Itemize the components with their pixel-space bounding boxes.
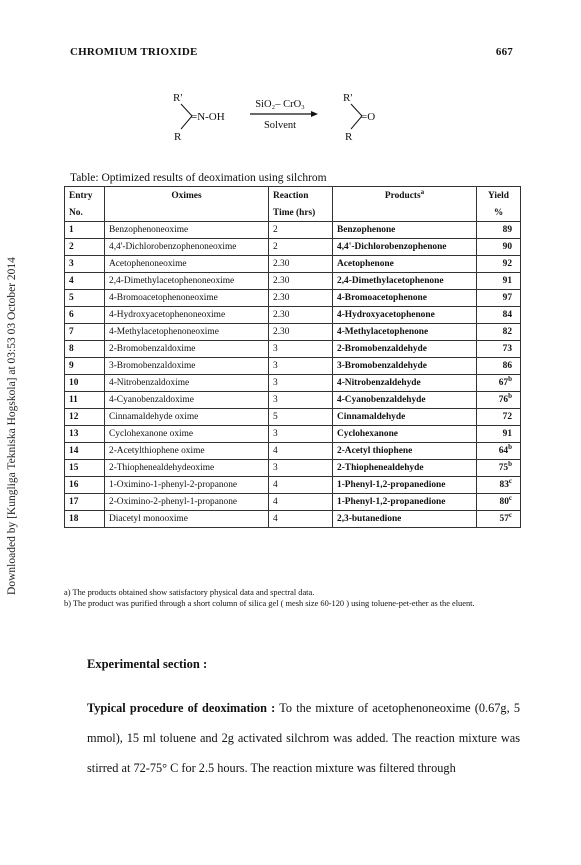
footnote-b: b) The product was purified through a short column of silica gel ( mesh size 60-120 ) using toluene-pet-ether as the eluent.: [64, 599, 475, 608]
oxime-cell: 4-Bromoacetophenoneoxime: [105, 290, 269, 307]
table-row: [65, 426, 521, 443]
product-cell: 1-Phenyl-1,2-propanedione: [333, 477, 477, 494]
entry-cell: 6: [65, 307, 105, 324]
product-cell: Acetophenone: [333, 256, 477, 273]
oxime-cell: Cyclohexanone oxime: [105, 426, 269, 443]
footnote-a: a) The products obtained show satisfactory physical data and spectral data.: [64, 588, 315, 597]
oxime-cell: 4,4'-Dichlorobenzophenoneoxime: [105, 239, 269, 256]
table-row: [65, 324, 521, 341]
time-cell: 3: [269, 375, 333, 392]
entry-cell: 8: [65, 341, 105, 358]
yield-cell: [477, 358, 521, 375]
header-oximes-blank: [105, 204, 269, 222]
reactant-group-label: =N-OH: [191, 111, 225, 123]
oxime-cell: 4-Hydroxyacetophenoneoxime: [105, 307, 269, 324]
oxime-cell: 2-Thiophenealdehydeoxime: [105, 460, 269, 477]
yield-cell: [477, 409, 521, 426]
entry-cell: 14: [65, 443, 105, 460]
table-header-row-2: [65, 204, 521, 222]
header-products-blank: [333, 204, 477, 222]
deoximation-table: [64, 186, 521, 528]
time-cell: 2.30: [269, 324, 333, 341]
yield-value: 84: [502, 310, 512, 320]
product-cell: Cyclohexanone: [333, 426, 477, 443]
yield-cell: [477, 494, 521, 511]
table-row: [65, 307, 521, 324]
time-cell: 2.30: [269, 273, 333, 290]
time-cell: 2.30: [269, 256, 333, 273]
time-cell: 4: [269, 477, 333, 494]
table-row: [65, 273, 521, 290]
product-cell: 2-Bromobenzaldehyde: [333, 341, 477, 358]
table-row: [65, 239, 521, 256]
entry-cell: 9: [65, 358, 105, 375]
oxime-cell: Benzophenoneoxime: [105, 222, 269, 239]
yield-value: 92: [502, 259, 512, 269]
product-cell: Cinnamaldehyde: [333, 409, 477, 426]
time-cell: 3: [269, 341, 333, 358]
reactant-r-label: R: [174, 131, 182, 143]
yield-cell: [477, 256, 521, 273]
table-header-row-1: [65, 187, 521, 205]
oxime-cell: 2,4-Dimethylacetophenoneoxime: [105, 273, 269, 290]
product-cell: 2,4-Dimethylacetophenone: [333, 273, 477, 290]
table-row: [65, 494, 521, 511]
yield-value: 97: [502, 293, 512, 303]
header-time: Time (hrs): [269, 204, 333, 222]
entry-cell: 11: [65, 392, 105, 409]
oxime-cell: 1-Oximino-1-phenyl-2-propanone: [105, 477, 269, 494]
entry-cell: 17: [65, 494, 105, 511]
yield-cell: [477, 375, 521, 392]
entry-cell: 16: [65, 477, 105, 494]
oxime-cell: 3-Bromobenzaldoxime: [105, 358, 269, 375]
product-cell: 2-Acetyl thiophene: [333, 443, 477, 460]
yield-cell: [477, 443, 521, 460]
yield-value: 72: [502, 412, 512, 422]
product-cell: 4-Cyanobenzaldehyde: [333, 392, 477, 409]
reaction-scheme: [165, 88, 425, 158]
header-oximes: Oximes: [105, 187, 269, 205]
oxime-cell: Diacetyl monooxime: [105, 511, 269, 528]
yield-cell: [477, 324, 521, 341]
table-row: [65, 256, 521, 273]
header-no: No.: [65, 204, 105, 222]
table-row: [65, 290, 521, 307]
reagent-label: SiO₂– CrO₃: [255, 99, 305, 110]
header-products-text: Products: [384, 190, 421, 201]
entry-cell: 1: [65, 222, 105, 239]
download-watermark: Downloaded by [Kungliga Tekniska Hogskola] at 03:53 03 October 2014: [6, 257, 18, 595]
yield-footnote-mark: b: [508, 391, 512, 400]
oxime-cell: 2-Acetylthiophene oxime: [105, 443, 269, 460]
table-footnotes: [64, 587, 524, 609]
table-row: [65, 409, 521, 426]
yield-cell: [477, 273, 521, 290]
oxime-cell: 2-Bromobenzaldoxime: [105, 341, 269, 358]
yield-value: 80: [499, 497, 509, 507]
yield-footnote-mark: c: [508, 476, 512, 485]
yield-value: 90: [502, 242, 512, 252]
entry-cell: 13: [65, 426, 105, 443]
header-percent: %: [477, 204, 521, 222]
running-title: CHROMIUM TRIOXIDE: [70, 46, 198, 58]
time-cell: 2.30: [269, 307, 333, 324]
entry-cell: 12: [65, 409, 105, 426]
table-row: [65, 222, 521, 239]
product-r-label: R: [345, 131, 353, 143]
table-row: [65, 358, 521, 375]
entry-cell: 18: [65, 511, 105, 528]
yield-cell: [477, 341, 521, 358]
header-entry: Entry: [65, 187, 105, 205]
entry-cell: 7: [65, 324, 105, 341]
yield-value: 57: [499, 514, 509, 524]
entry-cell: 4: [65, 273, 105, 290]
product-cell: 1-Phenyl-1,2-propanedione: [333, 494, 477, 511]
oxime-cell: 4-Methylacetophenoneoxime: [105, 324, 269, 341]
time-cell: 3: [269, 426, 333, 443]
time-cell: 3: [269, 460, 333, 477]
table-row: [65, 460, 521, 477]
time-cell: 4: [269, 511, 333, 528]
entry-cell: 5: [65, 290, 105, 307]
yield-footnote-mark: b: [508, 374, 512, 383]
yield-footnote-mark: c: [508, 493, 512, 502]
yield-value: 64: [498, 446, 509, 456]
table-row: [65, 443, 521, 460]
table-row: [65, 341, 521, 358]
yield-cell: [477, 426, 521, 443]
product-cell: 4-Nitrobenzaldehyde: [333, 375, 477, 392]
yield-value: 76: [498, 395, 509, 405]
solvent-label: Solvent: [263, 120, 297, 131]
product-r1-label: R': [343, 92, 353, 104]
time-cell: 4: [269, 443, 333, 460]
yield-value: 67: [498, 378, 509, 388]
page-number: 667: [495, 46, 513, 58]
yield-cell: [477, 222, 521, 239]
yield-footnote-mark: b: [508, 459, 512, 468]
yield-value: 91: [502, 276, 512, 286]
yield-value: 73: [502, 344, 512, 354]
product-cell: 2-Thiophenealdehyde: [333, 460, 477, 477]
page-header: [70, 46, 513, 58]
table-row: [65, 511, 521, 528]
header-reaction: Reaction: [269, 187, 333, 205]
yield-cell: [477, 307, 521, 324]
yield-value: 89: [502, 225, 512, 235]
time-cell: 3: [269, 358, 333, 375]
procedure-text: To the mixture of acetophenoneoxime (0.67g, 5 mmol), 15 ml toluene and 2g activated silchrom was added. The reaction mixture was stirred at 72-75° C for 2.5 hours. The reaction mixture was filtered through: [87, 701, 520, 775]
procedure-paragraph: [87, 693, 520, 783]
yield-value: 82: [502, 327, 512, 337]
entry-cell: 3: [65, 256, 105, 273]
product-cell: 2,3-butanedione: [333, 511, 477, 528]
reactant-r1-label: R': [173, 92, 183, 104]
header-products-sup: a: [420, 187, 425, 196]
table-row: [65, 477, 521, 494]
yield-cell: [477, 511, 521, 528]
time-cell: 2: [269, 239, 333, 256]
yield-value: 86: [502, 361, 512, 371]
time-cell: 4: [269, 494, 333, 511]
table-caption: Table: Optimized results of deoximation using silchrom: [70, 172, 327, 184]
oxime-cell: 4-Cyanobenzaldoxime: [105, 392, 269, 409]
oxime-cell: Acetophenoneoxime: [105, 256, 269, 273]
yield-footnote-mark: c: [508, 510, 512, 519]
entry-cell: 2: [65, 239, 105, 256]
product-cell: 3-Bromobenzaldehyde: [333, 358, 477, 375]
time-cell: 2: [269, 222, 333, 239]
oxime-cell: 4-Nitrobenzaldoxime: [105, 375, 269, 392]
reaction-arrowhead: [311, 111, 318, 117]
product-cell: 4,4'-Dichlorobenzophenone: [333, 239, 477, 256]
product-cell: Benzophenone: [333, 222, 477, 239]
product-cell: 4-Bromoacetophenone: [333, 290, 477, 307]
time-cell: 3: [269, 392, 333, 409]
entry-cell: 10: [65, 375, 105, 392]
time-cell: 2.30: [269, 290, 333, 307]
yield-value: 91: [502, 429, 512, 439]
table-body: [65, 222, 521, 528]
table-row: [65, 392, 521, 409]
deoximation-table-wrap: [64, 186, 520, 528]
table-row: [65, 375, 521, 392]
time-cell: 5: [269, 409, 333, 426]
yield-value: 75: [498, 463, 509, 473]
yield-footnote-mark: b: [508, 442, 512, 451]
product-cell: 4-Methylacetophenone: [333, 324, 477, 341]
header-yield: Yield: [477, 187, 521, 205]
yield-cell: [477, 477, 521, 494]
yield-value: 83: [499, 480, 509, 490]
procedure-lead: Typical procedure of deoximation :: [87, 701, 276, 715]
product-group-label: =O: [361, 111, 376, 123]
yield-cell: [477, 460, 521, 477]
entry-cell: 15: [65, 460, 105, 477]
yield-cell: [477, 239, 521, 256]
section-title: Experimental section :: [87, 657, 208, 671]
yield-cell: [477, 290, 521, 307]
yield-cell: [477, 392, 521, 409]
header-products: [333, 187, 477, 205]
oxime-cell: 2-Oximino-2-phenyl-1-propanone: [105, 494, 269, 511]
oxime-cell: Cinnamaldehyde oxime: [105, 409, 269, 426]
product-cell: 4-Hydroxyacetophenone: [333, 307, 477, 324]
